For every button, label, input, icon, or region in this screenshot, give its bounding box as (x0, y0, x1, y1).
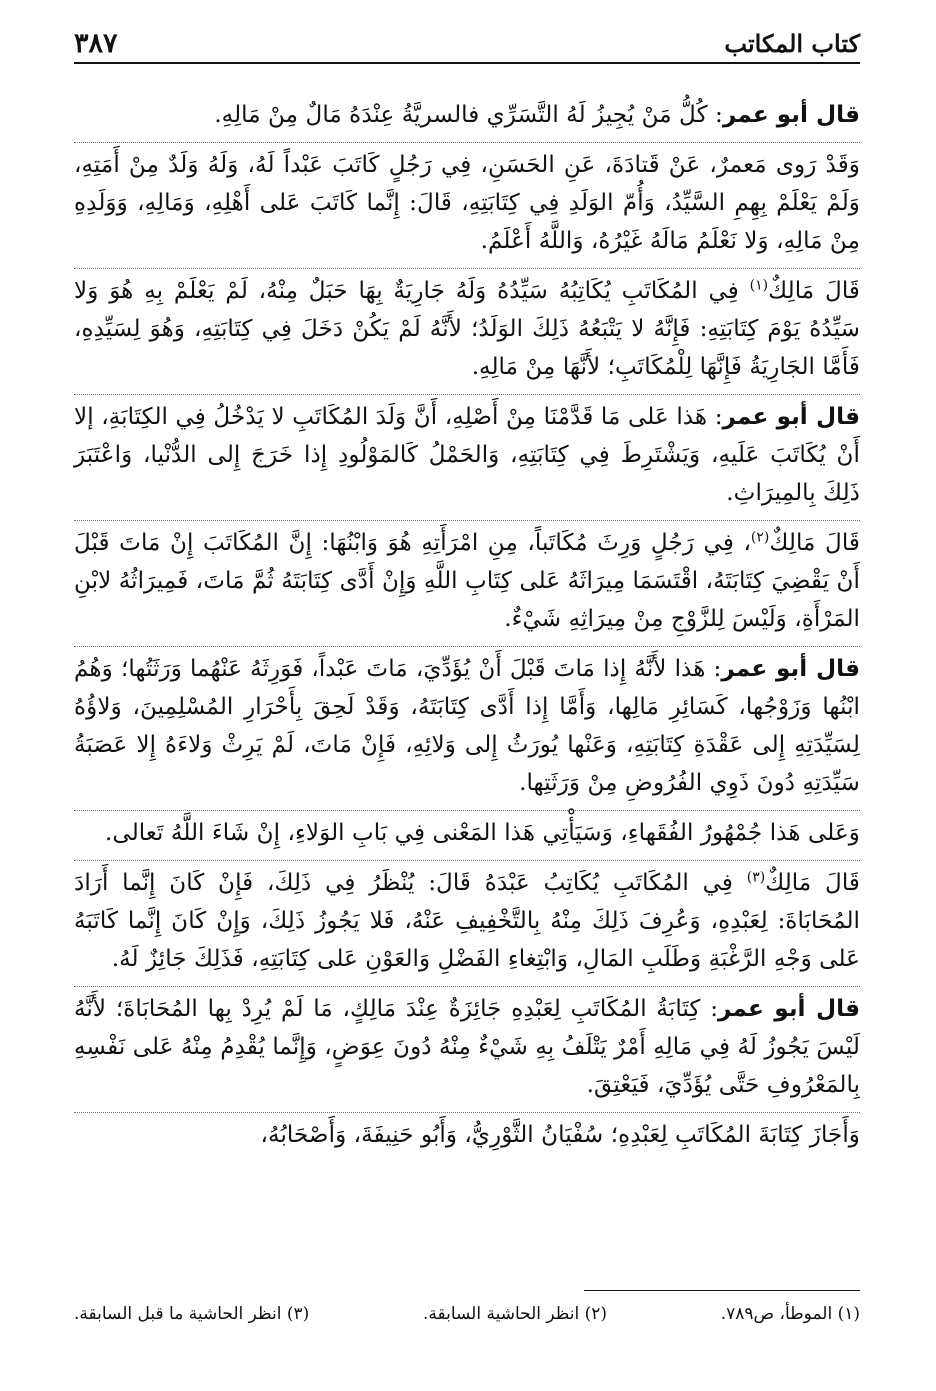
paragraph (74, 646, 860, 802)
paragraph (74, 986, 860, 1104)
paragraph-text: : كُلُّ مَنْ يُجِيزُ لَهُ التَّسَرِّي فالسريَّةُ عِنْدَهُ مَالٌ مِنْ مَالِهِ. (214, 101, 723, 128)
running-title: كتاب المكاتب (724, 29, 860, 58)
paragraph (74, 96, 860, 134)
paragraph-lead: قَالَ مَالِكٌ (765, 869, 860, 896)
paragraph (74, 1112, 860, 1154)
paragraph-text: وَقَدْ رَوى مَعمرٌ، عَنْ قَتادَةَ، عَنِ الحَسَنِ، فِي رَجُلٍ كَاتَبَ عَبْداً لَهُ، وَلَهُ وَلَدٌ مِنْ أَمَتِهِ، وَلَمْ يَعْلَمْ بِهِمِ السَّيِّدُ، وَأُمّ الوَلَدِ فِي كِتَابَتِهِ، قَالَ: إِنَّما كَاتَبَ عَلى أَهْلِهِ، وَمَالِهِ، وَوَلَدِهِ مِنْ مَالِهِ، وَلا نَعْلَمُ مَالَهُ غَيْرُهُ، وَاللَّهُ أَعْلَمُ. (74, 151, 860, 254)
footnote-1: (١) الموطأ، ص٧٨٩. (720, 1304, 860, 1324)
footnote-marker[interactable]: (٢) (750, 529, 770, 546)
paragraph (74, 520, 860, 638)
paragraph-lead: قَالَ مَالِكٌ (769, 529, 860, 556)
footnote-divider (584, 1290, 860, 1291)
speaker-label: قال أبو عمر (718, 995, 860, 1022)
footnote-3: (٣) انظر الحاشية ما قبل السابقة. (74, 1304, 310, 1324)
footnote-2: (٢) انظر الحاشية السابقة. (422, 1304, 608, 1324)
paragraph-text: : هَذا لأَنَّهُ إِذا مَاتَ قَبْلَ أَنْ يُؤَدِّيَ، مَاتَ عَبْداً، فَوَرِثَهُ عَنْهُما وَرَثَتُها؛ وَهُمُ ابْنُها وَزَوْجُها، كَسَائِرِ مَالِها، وَأَمَّا إِذا أَدَّى كِتَابَتَهُ، وَقَدْ لَحِقَ بِأَحْرَارِ المُسْلِمِينَ، وَلاؤُهُ لِسَيِّدَتِهِ إِلى عَقْدَةِ كِتَابَتِهِ، وَعَنْها يُورَثُ إِلى وَلائِهِ، فَإِنْ مَاتَ، لَمْ يَرِثْ وَلاءَهُ إِلا عَصَبَةُ سَيِّدَتِهِ دُونَ ذَوِي الفُرُوضِ مِنْ وَرَثَتِها. (74, 655, 860, 796)
paragraph (74, 268, 860, 386)
paragraph (74, 860, 860, 978)
paragraph-text: وَأَجَازَ كِتَابَةَ المُكَاتَبِ لِعَبْدِهِ؛ سُفْيَانُ الثَّوْرِيُّ، وَأَبُو حَنِيفَةَ، وَأَصْحَابُهُ، (260, 1121, 860, 1148)
footnote-marker[interactable]: (٣) (746, 869, 766, 886)
main-text (74, 96, 860, 1162)
paragraph-text: ، فِي رَجُلٍ وَرِثَ مُكَاتَباً، مِنِ امْرَأَتِهِ هُوَ وَابْنُهَا: إِنَّ المُكَاتَبَ إِنْ مَاتَ قَبْلَ أَنْ يَقْضِيَ كِتَابَتَهُ، اقْتَسَمَا مِيرَاثَهُ عَلى كِتَابِ اللَّهِ وَإِنْ أَدَّى كِتَابَتَهُ ثُمَّ مَاتَ، فَمِيرَاثُهُ لابْنِ المَرْأَةِ، وَلَيْسَ لِلزَّوْجِ مِنْ مِيرَاثِهِ شَيْءٌ. (74, 529, 860, 632)
speaker-label: قال أبو عمر (721, 655, 860, 682)
footnote-marker[interactable]: (١) (749, 277, 769, 294)
speaker-label: قال أبو عمر (722, 101, 860, 128)
paragraph-text: : هَذا عَلى مَا قَدَّمْنَا مِنْ أَصْلِهِ، أَنَّ وَلَدَ المُكَاتَبِ لا يَدْخُلُ فِي الكِتَابَةِ، إلا أَنْ يُكَاتَبَ عَلَيهِ، وَيَشْتَرِطَ فِي كِتَابَتِهِ، وَالحَمْلُ كَالمَوْلُودِ إِذا خَرَجَ إِلى الدُّنْيا، وَاعْتَبَرَ ذَلِكَ بِالمِيرَاثِ. (74, 403, 860, 506)
paragraph (74, 142, 860, 260)
paragraph-text: فِي المُكَاتَبِ يُكَاتِبُ عَبْدَهُ قَالَ: يُنْظَرُ فِي ذَلِكَ، فَإِنْ كَانَ إِنَّما أَرَادَ المُحَابَاةَ: لِعَبْدِهِ، وَعُرِفَ ذَلِكَ مِنْهُ بِالتَّخْفِيفِ عَنْهُ، فَلا يَجُوزُ ذَلِكَ، وَإِنْ كَانَ إِنَّما كَاتَبَهُ عَلى وَجْهِ الرَّغْبَةِ وَطَلَبِ المَالِ، وَابْتِغاءِ الفَضْلِ وَالعَوْنِ عَلى كِتَابَتِهِ، فَذَلِكَ جَائِزٌ لَهُ. (74, 869, 860, 972)
paragraph (74, 394, 860, 512)
paragraph (74, 810, 860, 852)
paragraph-text: : كِتَابَةُ المُكَاتَبِ لِعَبْدِهِ جَائِزَةٌ عِنْدَ مَالِكٍ، مَا لَمْ يُرِدْ بِها المُحَابَاةَ؛ لأَنَّهُ لَيْسَ يَجُوزُ لَهُ فِي مَالِهِ أَمْرٌ يَتْلَفُ بِهِ شَيْءٌ مِنْهُ دُونَ عِوَضٍ، وَإِنَّما يُقْدِمُ مِنْهُ عَلى نَفْسِهِ بِالمَعْرُوفِ حَتَّى يُؤَدِّيَ، فَيَعْتِقَ. (74, 995, 860, 1098)
page-number: ٣٨٧ (74, 28, 118, 59)
footnotes (74, 1298, 860, 1330)
paragraph-lead: قَالَ مَالِكٌ (768, 277, 860, 304)
speaker-label: قال أبو عمر (722, 403, 861, 430)
paragraph-text: وَعَلى هَذا جُمْهُورُ الفُقَهاءِ، وَسَيَأْتِي هَذا المَعْنى فِي بَابِ الوَلاءِ، إِنْ شَاءَ اللَّهُ تَعالى. (105, 819, 860, 846)
paragraph-text: فِي المُكَاتَبِ يُكَاتِبُهُ سَيِّدُهُ وَلَهُ جَارِيَةٌ بِهَا حَبَلٌ مِنْهُ، لَمْ يَعْلَمْ بِهِ هُوَ وَلا سَيِّدُهُ يَوْمَ كِتَابَتِهِ: فَإِنَّهُ لا يَتْبَعُهُ ذَلِكَ الوَلَدُ؛ لأَنَّهُ لَمْ يَكُنْ دَخَلَ فِي كِتَابَتِهِ، وَهُوَ لِسَيِّدِهِ، فَأَمَّا الجَارِيَةُ فَإِنَّهَا لِلْمُكَاتَبِ؛ لأَنَّهَا مِنْ مَالِهِ. (74, 277, 860, 380)
page-header (74, 26, 860, 64)
